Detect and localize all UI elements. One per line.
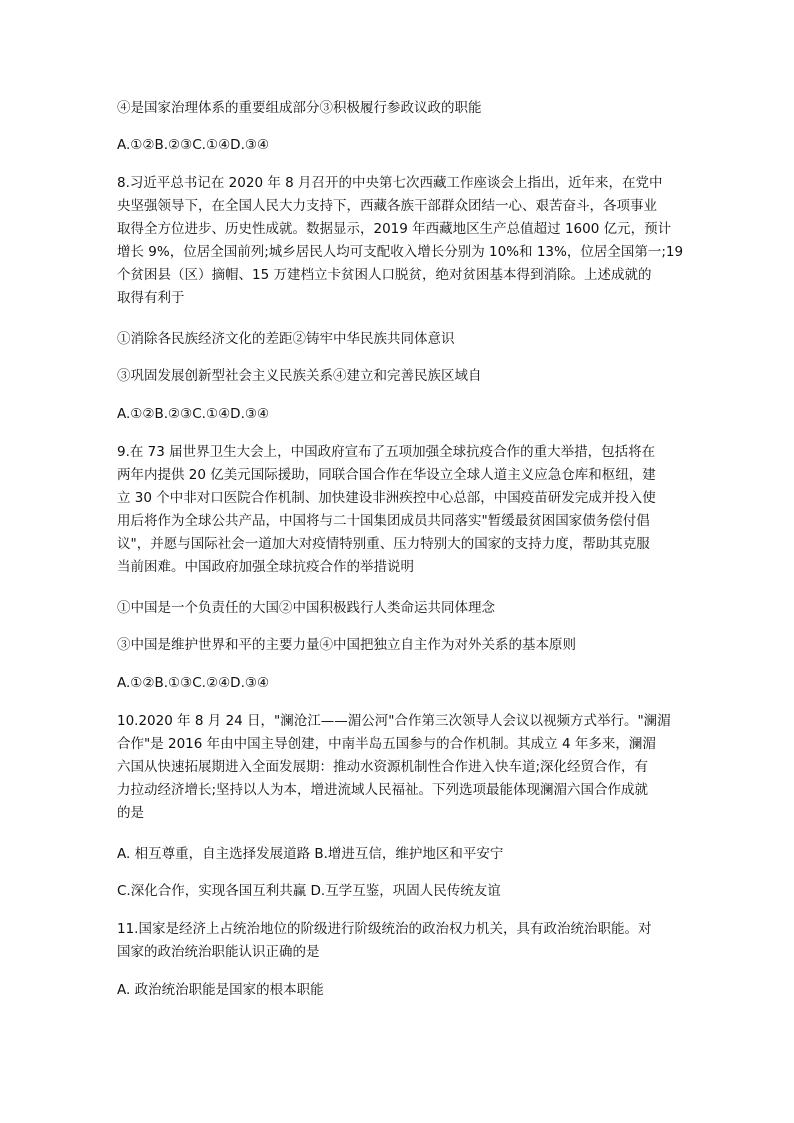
q9-stem-line: 立 30 个中非对口医院合作机制、加快建设非洲疾控中心总部，中国疫苗研发完成并投入使 xyxy=(117,490,656,506)
q10-stem-line: 合作"是 2016 年由中国主导创建，中南半岛五国参与的合作机制。其成立 4 年多来，澜湄 xyxy=(117,736,656,752)
q11-stem-line: 国家的政治统治职能认识正确的是 xyxy=(117,944,320,960)
q8-option-line: ③巩固发展创新型社会主义民族关系④建立和完善民族区域自 xyxy=(117,368,482,384)
q8-stem-line: 增长 9%，位居全国前列;城乡居民人均可支配收入增长分别为 10%和 13%，位居全国第一;19 xyxy=(117,244,683,260)
q8-answer-choices: A.①②B.②③C.①④D.③④ xyxy=(117,406,270,422)
q8-stem-line: 8.习近平总书记在 2020 年 8 月召开的中央第七次西藏工作座谈会上指出，近年来，在党中 xyxy=(117,175,663,191)
q10-stem-line: 10.2020 年 8 月 24 日，"澜沧江——湄公河"合作第三次领导人会议以视频方式举行。"澜湄 xyxy=(117,713,671,729)
q7-answer-choices: A.①②B.②③C.①④D.③④ xyxy=(117,137,270,153)
q8-option-line: ①消除各民族经济文化的差距②铸牢中华民族共同体意识 xyxy=(117,331,455,347)
q10-option-line: A. 相互尊重，自主选择发展道路 B.增进互信，维护地区和平安宁 xyxy=(117,846,504,862)
q11-option-line: A. 政治统治职能是国家的根本职能 xyxy=(117,982,324,998)
q9-stem-line: 两年内提供 20 亿美元国际援助，同联合国合作在华设立全球人道主义应急仓库和枢纽，建 xyxy=(117,467,656,483)
q9-stem-line: 议"，并愿与国际社会一道加大对疫情特别重、压力特别大的国家的支持力度，帮助其克服 xyxy=(117,536,650,552)
q9-stem-line: 当前困难。中国政府加强全球抗疫合作的举措说明 xyxy=(117,559,414,575)
q10-option-line: C.深化合作，实现各国互利共赢 D.互学互鉴，巩固人民传统友谊 xyxy=(117,883,501,899)
q8-stem-line: 个贫困县（区）摘帽、15 万建档立卡贫困人口脱贫，绝对贫困基本得到消除。上述成就的 xyxy=(117,267,652,283)
q10-stem-line: 六国从快速拓展期进入全面发展期：推动水资源机制性合作进入快车道;深化经贸合作，有 xyxy=(117,759,649,775)
q8-stem-line: 取得全方位进步、历史性成就。数据显示，2019 年西藏地区生产总值超过 1600 亿元，预计 xyxy=(117,221,672,237)
q10-stem-line: 的是 xyxy=(117,805,144,821)
q9-option-line: ③中国是维护世界和平的主要力量④中国把独立自主作为对外关系的基本原则 xyxy=(117,637,576,653)
q8-stem-line: 央坚强领导下，在全国人民大力支持下，西藏各族干部群众团结一心、艰苦奋斗，各项事业 xyxy=(117,198,657,214)
q11-stem-line: 11.国家是经济上占统治地位的阶级进行阶级统治的政治权力机关，具有政治统治职能。对 xyxy=(117,921,652,937)
q8-stem-line: 取得有利于 xyxy=(117,290,185,306)
q7-option-line: ④是国家治理体系的重要组成部分③积极履行参政议政的职能 xyxy=(117,100,482,116)
q9-answer-choices: A.①②B.①③C.②④D.③④ xyxy=(117,675,270,691)
q10-stem-line: 力拉动经济增长;坚持以人为本，增进流域人民福祉。下列选项最能体现澜湄六国合作成就 xyxy=(117,782,649,798)
q9-stem-line: 用后将作为全球公共产品，中国将与二十国集团成员共同落实"暂缓最贫困国家债务偿付倡 xyxy=(117,513,650,529)
q9-stem-line: 9.在 73 届世界卫生大会上，中国政府宣布了五项加强全球抗疫合作的重大举措，包括将在 xyxy=(117,444,656,460)
q9-option-line: ①中国是一个负责任的大国②中国积极践行人类命运共同体理念 xyxy=(117,600,495,616)
